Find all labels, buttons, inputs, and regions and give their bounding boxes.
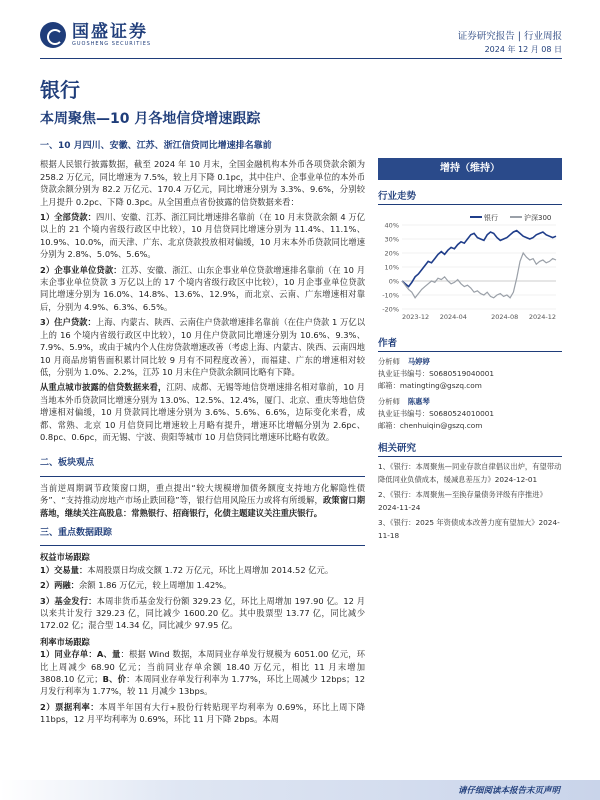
trend-chart [378, 207, 562, 327]
trend-chart-svg [378, 207, 562, 327]
section-2-text: 当前逆周期调节政策窗口期，重点提出“较大规模增加债务额度支持地方化解隐性债务”、“支持推动房地产市场止跌回稳”等，银行信用风险压力或将有所缓解， [40, 482, 365, 506]
page-footer [0, 770, 600, 800]
y-tick-label: 30% [384, 235, 399, 244]
section-3-heading: 三、重点数据跟踪 [40, 527, 113, 538]
sector-title: 银行 [40, 78, 80, 102]
trend-title: 行业走势 [378, 188, 562, 205]
footer-disclaimer: 请仔细阅读本报告末页声明 [457, 786, 560, 796]
analyst-1-cert: 执业证书编号：S0680519040001 [378, 369, 495, 378]
equity-subheading: 权益市场跟踪 [40, 552, 90, 563]
section-1-point-3 [40, 316, 365, 378]
sidebar [378, 158, 562, 545]
authors-title: 作者 [378, 335, 562, 352]
section-2-body [40, 482, 365, 519]
equity-item-3 [40, 595, 365, 632]
rates-item-1-a: A、量 [96, 649, 121, 660]
equity-item-1-text: 本周股票日均成交额 1.72 万亿元，环比上周增加 2014.52 亿元。 [87, 564, 334, 575]
analyst-2-name: 陈惠琴 [407, 397, 430, 406]
analyst-2-email[interactable]: 邮箱：chenhuiqin@gszq.com [378, 421, 483, 430]
equity-item-2-text: 余额 1.86 万亿元，较上周增加 1.42%。 [78, 580, 232, 591]
rates-item-2 [40, 701, 365, 726]
report-date: 2024 年 12 月 08 日 [484, 45, 562, 54]
report-type: 证券研究报告 | 行业周报 [457, 31, 562, 42]
rates-item-1 [40, 648, 365, 698]
y-tick-label: 0% [388, 277, 399, 286]
x-tick-label: 2023-12 [402, 313, 430, 321]
equity-item-1 [40, 564, 365, 576]
analyst-1-label: 分析师 [378, 357, 400, 366]
y-tick-label: 10% [384, 263, 399, 272]
y-tick-label: -20% [382, 305, 399, 314]
logo-cn-text: 国盛证券 [72, 21, 148, 42]
rates-item-1-head: 1）同业存单： [40, 649, 97, 660]
point-3-head: 3）住户贷款： [40, 317, 96, 328]
x-tick-label: 2024-04 [439, 313, 467, 321]
rating-badge: 增持（维持） [378, 158, 562, 180]
section-2-bold: 政策窗口期落地，继续关注高股息：常熟银行、招商银行，化债主题建议关注重庆银行。 [40, 495, 365, 518]
section-2-divider [40, 476, 365, 477]
y-tick-label: 20% [384, 249, 399, 258]
rates-item-1-b: B、价 [102, 674, 127, 685]
analyst-1 [378, 356, 562, 392]
series-line-index [402, 253, 556, 298]
analyst-2 [378, 396, 562, 432]
x-tick-label: 2024-12 [528, 313, 556, 321]
legend-index-label: 沪深300 [524, 214, 552, 222]
y-tick-label: -10% [382, 291, 399, 300]
rates-subheading: 利率市场跟踪 [40, 636, 90, 647]
point-3-text: 上海、内蒙古、陕西、云南住户贷款增速排名靠前（在住户贷款 1 万亿以上的 16 个境内省级行政区中比较），10 月住户贷款同比增速分别为 10.6%、9.3%、7.9%、5.9%，或由于城内个人住房贷款增速改善（考虑上海、内蒙古、陕西、云南四地 10 月商品房销售面积累计同比较 9 月有不同程度改善），而福建、广东的增速相对较低，分别为 1.0%、2.2%，江苏 10 月末住户贷款余额同比略有下降。 [40, 317, 365, 377]
point-2-head: 2）企事业单位贷款： [40, 264, 122, 275]
equity-item-2 [40, 579, 365, 591]
equity-item-3-head: 3）基金发行： [40, 595, 97, 606]
logo-en-text: GUOSHENG SECURITIES [72, 40, 152, 47]
point-1-text: 四川、安徽、江苏、浙江同比增速排名靠前（在 10 月末贷款余额 4 万亿以上的 21 个境内省级行政区中比较），10 月信贷同比增速分别为 11.4%、11.1%、10.9%、10.0%，而天津、广东、北京贷款投放相对偏缓，10 月末本外币贷款同比增速分别为 2.8%、5.0%、5.6%。 [40, 212, 365, 260]
related-title: 相关研究 [378, 440, 562, 457]
page-header [0, 0, 600, 60]
related-item-2[interactable]: 2、《银行：本周聚焦—至换存量债务评级有序推进》2024-11-24 [378, 490, 547, 512]
point-4-head: 从重点城市披露的信贷数据来看， [40, 382, 167, 393]
rates-item-2-head: 2）票据利率： [40, 701, 100, 712]
logo-icon [40, 22, 66, 48]
section-1-point-1 [40, 211, 365, 261]
section-1-intro: 根据人民银行披露数据，截至 2024 年 10 月末，全国金融机构本外币各项贷款余额为 258.2 万亿元，同比增速为 7.5%，较上月下降 0.1pc，其中住户、企事业单位的本外币贷款余额分别为 82.2 万亿元、170.4 万亿元，同比增速分别为 3.3%、9.6%，分别较上月提升 0.2pc、下降 0.3pc。从全国重点省份披露的信贷数据来看： [40, 159, 365, 207]
section-1-point-2 [40, 264, 365, 314]
point-4-text: 江阴、成都、无锡等地信贷增速排名相对靠前，10 月当地本外币贷款同比增速分别为 13.0%、12.5%、12.4%，厦门、北京、重庆等地信贷增速相对偏缓，10 月贷款同比增速分别为 3.6%、5.6%、6.6%，边际变化来看，成都、常熟、北京 10 月信贷同比增速较上月略有提升，增速环比增幅分别为 2.6pc、0.8pc、0.6pc，而无锡、宁波、贵阳等城市 10 月信贷同比增速环比略有收敛。 [40, 382, 365, 442]
main-body [40, 140, 365, 729]
legend-bank-label: 银行 [484, 214, 498, 222]
header-divider [40, 58, 562, 59]
point-2-text: 江苏、安徽、浙江、山东企事业单位贷款增速排名靠前（在 10 月末企事业单位贷款 3 万亿以上的 17 个境内省级行政区中比较），10 月企事业单位贷款同比增速分别为 16.0%、14.8%、13.6%、12.9%，而北京、云南、广东增速相对靠后，分别为 4.9%、6.3%、6.5%。 [40, 264, 365, 312]
rates-item-1-text: ：根据 Wind 数据，本周同业存单发行规模为 6051.00 亿元，环比上周减少 68.90 亿元；当前同业存单余额 18.40 万亿元，相比 11 月末增加 3808.10 亿元； [40, 649, 365, 685]
section-3-divider [40, 545, 365, 546]
point-1-head: 1）全部贷款： [40, 212, 96, 223]
related-list [378, 461, 562, 542]
equity-item-2-head: 2）两融： [40, 580, 79, 591]
section-1-heading: 一、10 月四川、安徽、江苏、浙江信贷同比增速排名靠前 [40, 141, 272, 151]
rates-item-2-text: 本周半年国有大行+股份行转贴现平均利率为 0.69%，环比上周下降 11bps，12 月平均利率为 0.69%，环比 11 月下降 2bps。本周 [40, 701, 365, 725]
related-item-3[interactable]: 3、《银行：2025 年资债成本改善力度有望加大》2024-11-18 [378, 518, 560, 540]
rates-item-1-text-2: ：本周同业存单发行利率为 1.77%，环比上周减少 12bps；12 月发行利率为 1.77%，较 11 月减少 13bps。 [40, 674, 365, 697]
equity-item-1-head: 1）交易量： [40, 564, 88, 575]
analyst-2-label: 分析师 [378, 397, 400, 406]
x-tick-label: 2024-08 [491, 313, 519, 321]
y-tick-label: 40% [384, 221, 399, 230]
analyst-1-email[interactable]: 邮箱：matingting@gszq.com [378, 381, 482, 390]
section-1-point-4 [40, 381, 365, 443]
section-2-heading: 二、板块观点 [40, 458, 95, 469]
analyst-1-name: 马婷婷 [407, 357, 430, 366]
equity-item-3-text: 本周非货币基金发行份额 329.23 亿，环比上周增加 197.90 亿。12 月以来共计发行 329.23 亿，同比减少 1600.20 亿。其中股票型 13.77 亿，同比减少 172.02 亿；混合型 14.34 亿，同比减少 97.95 亿。 [40, 595, 365, 631]
related-item-1[interactable]: 1、《银行：本周聚焦—同业存款自律倡议出炉，有望带动降低同业负债成本，缓减息差压力》2024-12-01 [378, 462, 562, 484]
report-title: 本周聚焦—10 月各地信贷增速跟踪 [40, 111, 261, 127]
analyst-2-cert: 执业证书编号：S0680524010001 [378, 409, 495, 418]
company-logo [40, 22, 151, 48]
